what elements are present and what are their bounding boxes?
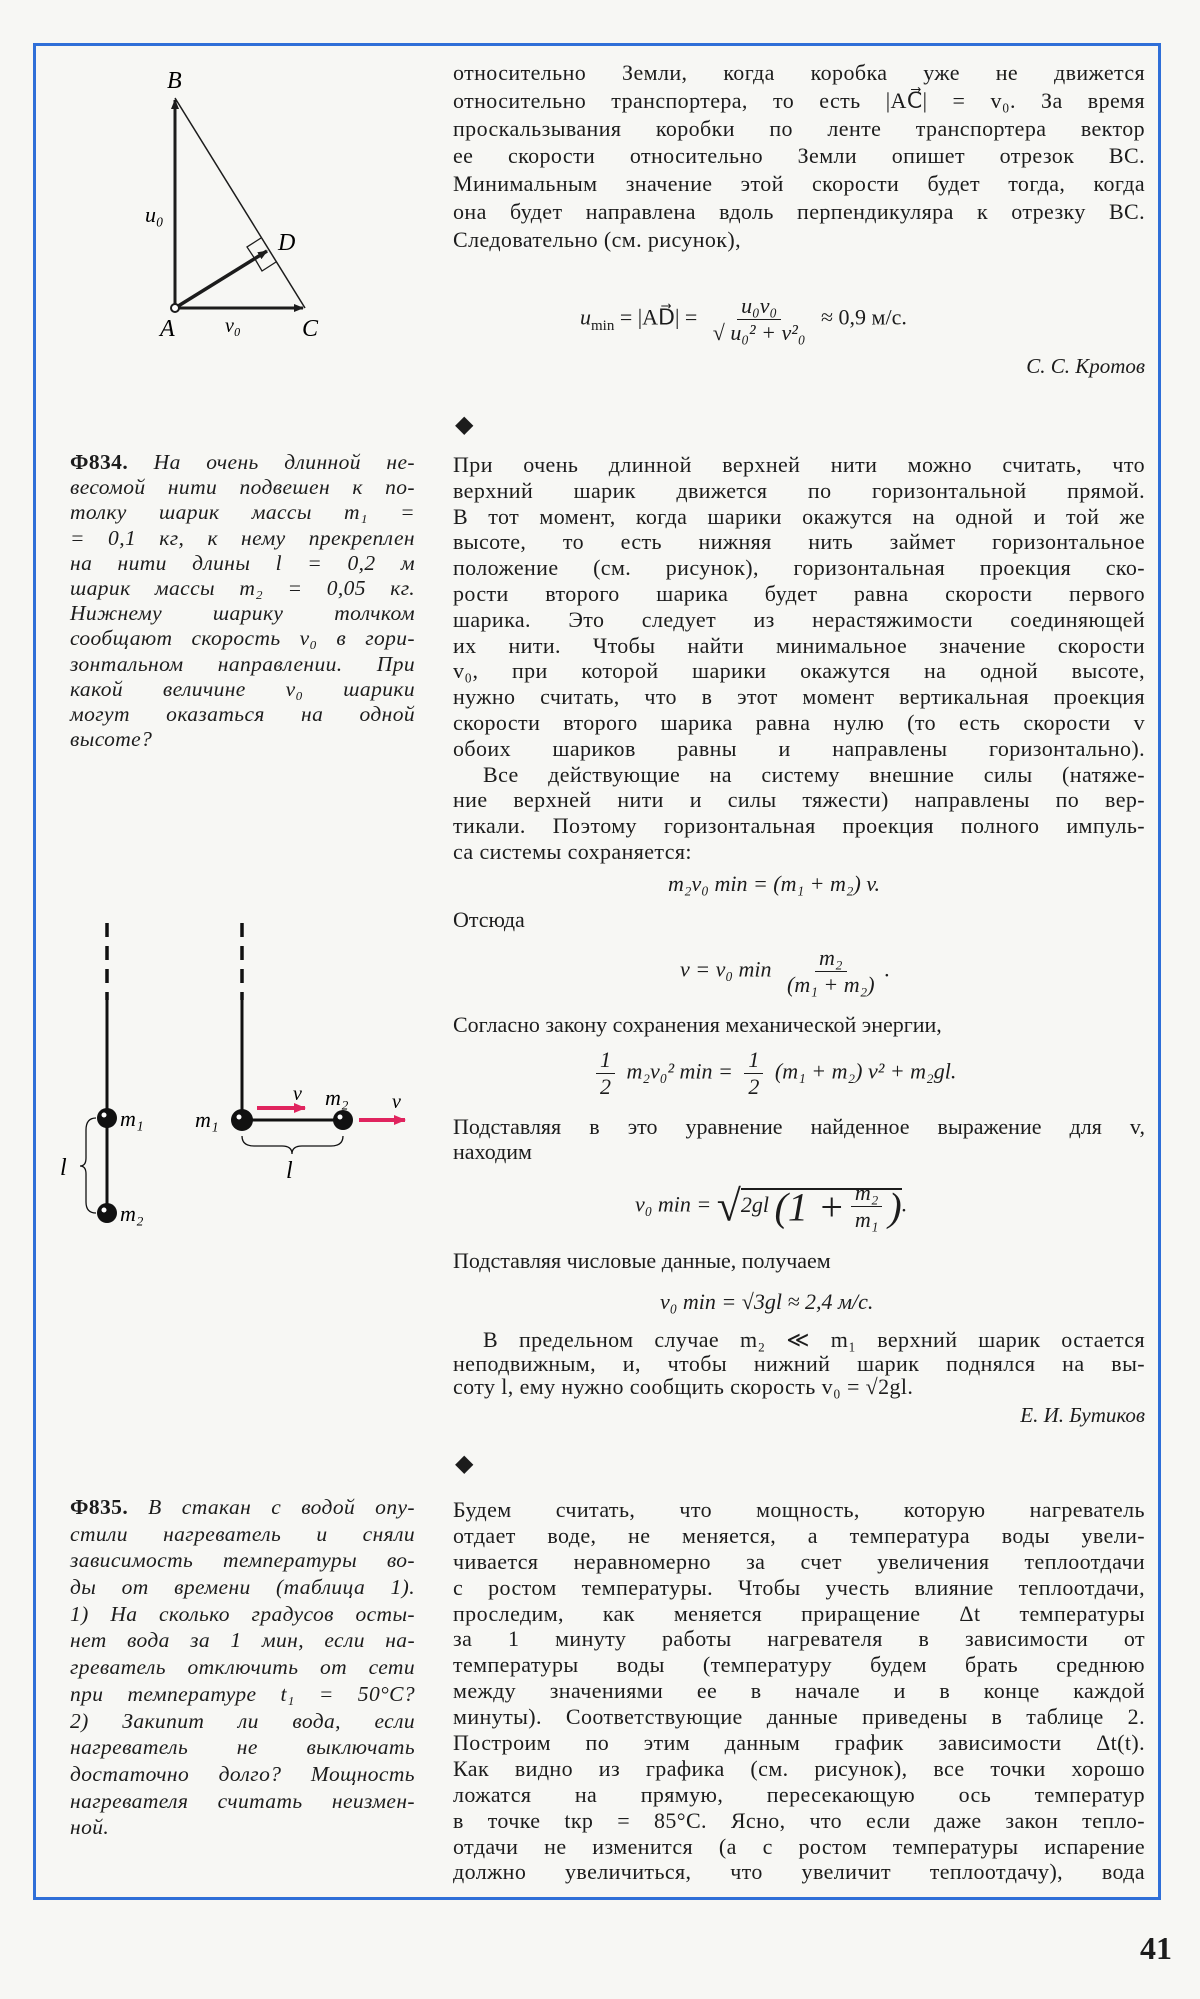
text-line: Будем считать, что мощность, которую нагреватель bbox=[453, 1497, 1145, 1522]
text-line: за 1 минуту работы нагревателя в зависимости от bbox=[453, 1626, 1145, 1652]
label-D: D bbox=[278, 230, 296, 256]
length-brace-horizontal bbox=[242, 1136, 343, 1154]
text-line: ложатся на прямую, пересекающую ось температур bbox=[453, 1781, 1145, 1807]
problem-number: Ф834. bbox=[70, 450, 129, 474]
text-line: при температуре t₁ = 50°C? bbox=[70, 1681, 415, 1706]
text-line: высоте, то есть нижняя нить займет горизонтальное bbox=[453, 529, 1145, 555]
svg-text:l: l bbox=[60, 1155, 67, 1181]
text-line: какой величине v₀ шарики bbox=[70, 676, 415, 701]
text-line: Минимальным значение этой скорости будет тогда, когда bbox=[453, 171, 1145, 197]
svg-text:m₁: m₁ bbox=[120, 1106, 144, 1131]
svg-text:m₂: m₂ bbox=[325, 1085, 349, 1110]
text-line: проскальзывания коробки по ленте транспортера вектор bbox=[453, 115, 1145, 141]
text-line: В предельном случае m₂ ≪ m₁ верхний шарик остается bbox=[483, 1327, 1145, 1352]
svg-text:v: v bbox=[293, 1083, 302, 1105]
text-line: шарик массы m₂ = 0,05 кг. bbox=[70, 575, 415, 600]
text-line: зависимость температуры во- bbox=[70, 1548, 415, 1573]
text-line: между значениями ее в начале и в конце каждой bbox=[453, 1678, 1145, 1704]
author-butikov: Е. И. Бутиков bbox=[1020, 1403, 1145, 1427]
text-line: отдает воде, не меняется, а температура воды увели- bbox=[453, 1522, 1145, 1548]
text-line: v₀, при которой шарики окажутся на одной высоте, bbox=[453, 658, 1145, 684]
problem-text: В стакан с водой опу- bbox=[148, 1495, 415, 1519]
formula-v: v = v₀ min $\frac{\text{m₂}}{\text{(m₁ + m₂)}}$ . bbox=[680, 945, 891, 997]
text-line: В тот момент, когда шарики окажутся на одной и той же bbox=[453, 503, 1145, 529]
text-line: на нити длины l = 0,2 м bbox=[70, 550, 415, 575]
author-krotov: С. С. Кротов bbox=[1026, 354, 1145, 378]
text-numeric-intro: Подставляя числовые данные, получаем bbox=[453, 1248, 831, 1273]
text-line: могут оказаться на одной bbox=[70, 701, 415, 726]
text-substitute-2: находим bbox=[453, 1139, 532, 1164]
text-line bbox=[70, 450, 415, 475]
text-line: ды от времени (таблица 1). bbox=[70, 1575, 415, 1600]
problem-834-statement bbox=[70, 450, 415, 752]
text-line: толку шарик массы m₁ = bbox=[70, 500, 415, 525]
svg-text:l: l bbox=[286, 1158, 293, 1184]
text-line: Следовательно (см. рисунок), bbox=[453, 226, 742, 252]
ball-m1-horizontal bbox=[231, 1109, 253, 1131]
text-line: обоих шариков равны и направлены горизонтально). bbox=[453, 735, 1145, 761]
text-line: должно увеличиться, что увеличит теплоотдачу), вода bbox=[453, 1859, 1145, 1885]
text-line: в точке tкр = 85°C. Ясно, что если даже закон тепло- bbox=[453, 1807, 1145, 1833]
text-line: минуты). Соответствующие данные приведены в таблице 2. bbox=[453, 1704, 1145, 1730]
label-B: B bbox=[167, 68, 182, 94]
formula-momentum: m₂v₀ min = (m₁ + m₂) v. bbox=[668, 871, 880, 896]
text-substitute-1: Подставляя в это уравнение найденное выражение для v, bbox=[453, 1114, 1145, 1139]
text-line: нужно считать, что в этот момент вертикальная проекция bbox=[453, 684, 1145, 710]
text-line: достаточно долго? Мощность bbox=[70, 1761, 415, 1786]
text-line: скорости второго шарика равна нулю (то есть скорости v bbox=[453, 709, 1145, 735]
page-number: 41 bbox=[1140, 1930, 1172, 1966]
text-line: с ростом температуры. Чтобы учесть влияние теплоотдачи, bbox=[453, 1574, 1145, 1600]
text-line: стили нагреватель и сняли bbox=[70, 1521, 415, 1546]
text-line: верхний шарик движется по горизонтальной прямой. bbox=[453, 477, 1145, 503]
text-line: сообщают скорость v₀ в гори- bbox=[70, 626, 415, 651]
solution-834-limit-case bbox=[453, 1328, 1145, 1399]
text-line: Как видно из графика (см. рисунок), все точки хорошо bbox=[453, 1755, 1145, 1781]
text-line: температуры воды (температуру будем брать среднюю bbox=[453, 1652, 1145, 1678]
label-A: A bbox=[160, 316, 175, 342]
ball-m1-hanging bbox=[97, 1108, 117, 1128]
text-line: тикали. Поэтому горизонтальная проекция полного импуль- bbox=[453, 813, 1145, 839]
solution-835-text bbox=[453, 1497, 1145, 1885]
formula-energy: $\frac{1}{2}$ m₂v₀² min = $\frac{1}{2}$ (m₁ + m₂) v² + m₂gl. bbox=[590, 1047, 956, 1100]
problem-text: На очень длинной не- bbox=[153, 450, 415, 474]
text-line: Построим по этим данным график зависимости Δt(t). bbox=[453, 1730, 1145, 1756]
text-line: относительно Земли, когда коробка уже не движется bbox=[453, 60, 1145, 85]
vector-AD bbox=[175, 251, 267, 308]
solution-834-text bbox=[453, 452, 1145, 865]
text-line: 1) На сколько градусов осты- bbox=[70, 1601, 415, 1626]
text-line: са системы сохраняется: bbox=[453, 838, 692, 864]
text-line: ние верхней нити и силы тяжести) направлены по вер- bbox=[453, 787, 1145, 813]
length-brace-vertical bbox=[80, 1118, 96, 1213]
text-line: ее скорости относительно Земли опишет отрезок BC. bbox=[453, 143, 1145, 169]
svg-text:m₂: m₂ bbox=[120, 1201, 144, 1226]
text-line: Все действующие на систему внешние силы (натяже- bbox=[483, 761, 1145, 787]
point-A bbox=[171, 304, 179, 312]
problem-835-statement bbox=[70, 1494, 415, 1841]
text-line: неподвижным, и, чтобы нижний шарик поднялся на вы- bbox=[453, 1350, 1145, 1376]
formula-u-min: $u_{min}$ = |AD⃗| = $\frac{\text{u₀v₀}}{\text{√ u₀² + v²₀}}$ ≈ 0,9 м/с. bbox=[580, 293, 907, 345]
velocity-triangle-figure bbox=[120, 60, 350, 360]
text-line: нет вода за 1 мин, если на- bbox=[70, 1628, 415, 1653]
solution-833-text bbox=[453, 59, 1145, 254]
text-energy-intro: Согласно закону сохранения механической энергии, bbox=[453, 1012, 942, 1037]
text-line: их нити. Чтобы найти минимальное значение скорости bbox=[453, 632, 1145, 658]
text-line: Нижнему шарику толчком bbox=[70, 601, 415, 626]
text-line: нагревателя считать неизмен- bbox=[70, 1788, 415, 1813]
text-line: нагреватель не выключать bbox=[70, 1735, 415, 1760]
text-line: 2) Закипит ли вода, если bbox=[70, 1708, 415, 1733]
text-line: шарика. Это следует из нерастяжимости соединяющей bbox=[453, 606, 1145, 632]
text-line: чивается неравномерно за счет увеличения теплоотдачи bbox=[453, 1548, 1145, 1574]
text-line: зонтальном направлении. При bbox=[70, 651, 415, 676]
text-line: высоте? bbox=[70, 727, 153, 752]
svg-text:v: v bbox=[392, 1091, 401, 1113]
section-separator-diamond: ◆ bbox=[455, 1451, 474, 1477]
text-line: = 0,1 кг, к нему прекреплен bbox=[70, 525, 415, 550]
label-u0: u₀ bbox=[145, 202, 164, 227]
text-line: соту l, ему нужно сообщить скорость v₀ = √2gl. bbox=[453, 1374, 914, 1399]
text-line: положение (см. рисунок), горизонтальная проекция ско- bbox=[453, 555, 1145, 581]
text-line: относительно транспортера, то есть |AC⃗| = v₀. За время bbox=[453, 87, 1145, 113]
text-hence: Отсюда bbox=[453, 907, 525, 932]
text-line: греватель отключить от сети bbox=[70, 1655, 415, 1680]
ball-m2-horizontal bbox=[333, 1110, 353, 1130]
text-line: проследим, как меняется приращение Δt температуры bbox=[453, 1600, 1145, 1626]
formula-sqrt: v₀ min = √2gl (1 + $\frac{\text{m₂}}{\text{m₁}}$ ). bbox=[635, 1180, 908, 1232]
text-line: отдачи не изменится (а с ростом температуры испарение bbox=[453, 1833, 1145, 1859]
label-C: C bbox=[302, 316, 319, 342]
pendulum-figure bbox=[50, 900, 430, 1240]
problem-number: Ф835. bbox=[70, 1495, 129, 1519]
text-line bbox=[70, 1494, 415, 1521]
text-line: она будет направлена вдоль перпендикуляра к отрезку BC. bbox=[453, 198, 1145, 224]
svg-text:m₁: m₁ bbox=[195, 1107, 219, 1132]
text-line: весомой нити подвешен к по- bbox=[70, 475, 415, 500]
ball-m2-hanging bbox=[97, 1203, 117, 1223]
text-line: ной. bbox=[70, 1815, 110, 1840]
text-line: рости второго шарика будет равна скорости первого bbox=[453, 580, 1145, 606]
formula-numeric: v₀ min = √3gl ≈ 2,4 м/с. bbox=[660, 1289, 874, 1314]
text-line: При очень длинной верхней нити можно считать, что bbox=[453, 452, 1145, 477]
segment-BC bbox=[175, 98, 305, 308]
label-v0: v₀ bbox=[225, 315, 241, 337]
section-separator-diamond: ◆ bbox=[455, 412, 474, 438]
